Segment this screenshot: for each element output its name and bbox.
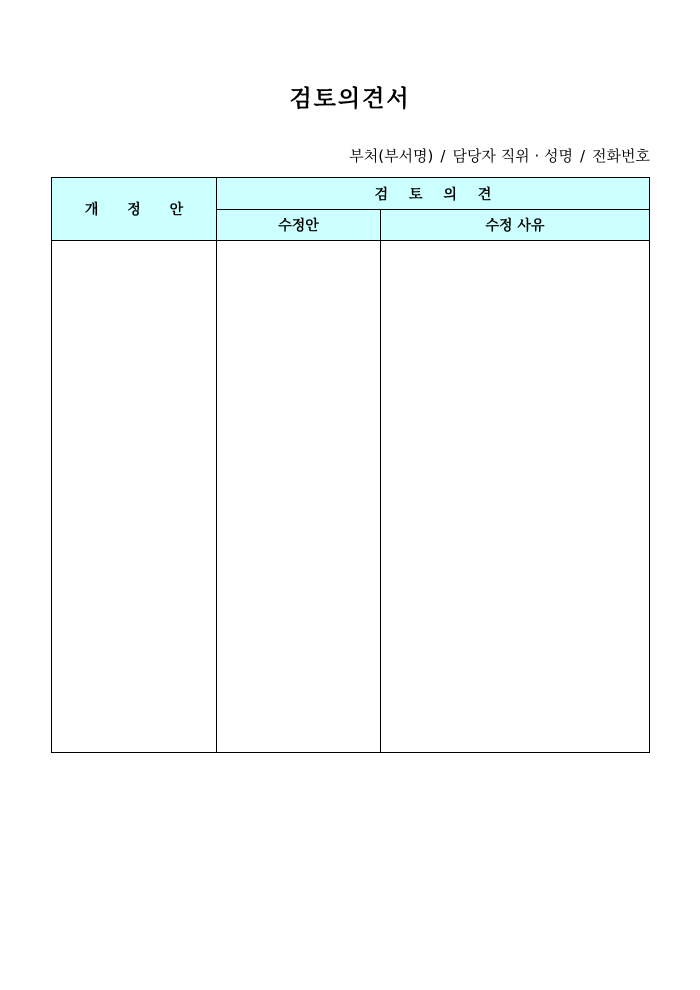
separator: / xyxy=(579,147,586,165)
separator: / xyxy=(440,147,446,165)
header-amendment: 수정안 xyxy=(217,210,381,241)
document-title: 검토의견서 xyxy=(289,85,411,112)
phone-label: 전화번호 xyxy=(592,147,650,165)
cell-amendment[interactable] xyxy=(217,241,381,753)
table-row xyxy=(52,241,650,753)
author-info-line xyxy=(349,145,650,166)
contact-label: 담당자 직위 · 성명 xyxy=(452,147,573,165)
cell-amendment-reason[interactable] xyxy=(381,241,650,753)
cell-revision-draft[interactable] xyxy=(52,241,217,753)
review-opinion-table xyxy=(51,177,650,753)
department-label: 부처(부서명) xyxy=(349,147,434,165)
header-review-opinion: 검 토 의 견 xyxy=(217,178,650,210)
header-amendment-reason: 수정 사유 xyxy=(381,210,650,241)
header-revision-draft: 개 정 안 xyxy=(52,178,217,241)
